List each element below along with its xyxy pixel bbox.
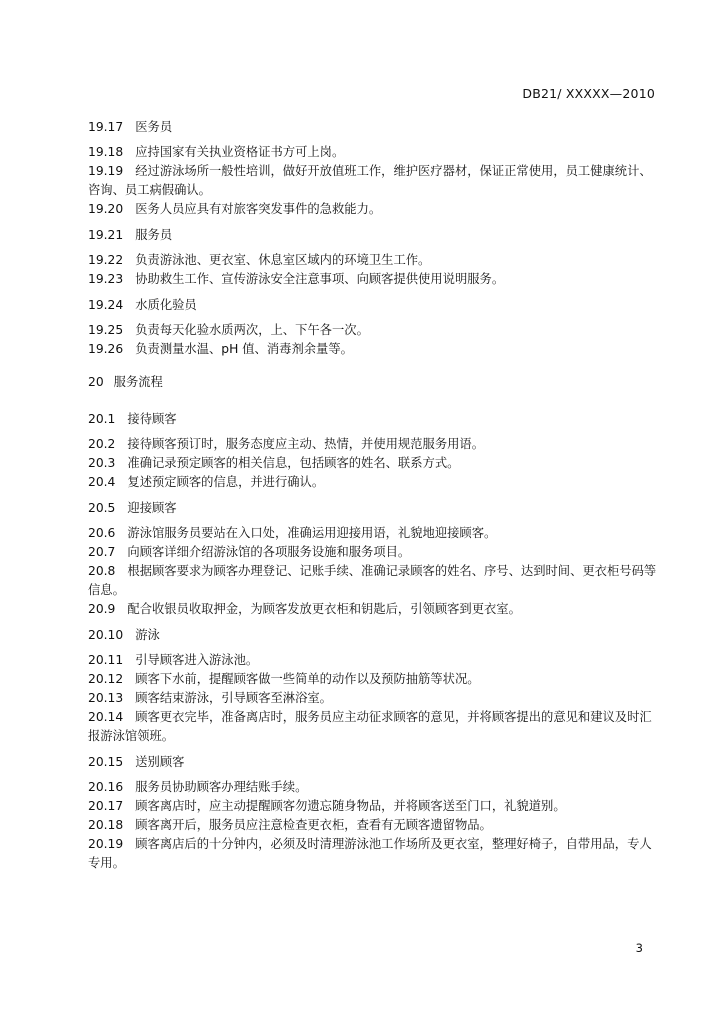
- clause-text: 游泳: [135, 628, 160, 642]
- clause-number: 20.19: [88, 837, 124, 851]
- clause-number: 20.9: [88, 602, 116, 616]
- clause-item: [88, 270, 658, 289]
- clause-item: [88, 162, 658, 200]
- clause-text: 游泳馆服务员要站在入口处，准确运用迎接用语，礼貌地迎接顾客。: [127, 526, 497, 540]
- clause-number: 19.20: [88, 202, 124, 216]
- clause-item: [88, 835, 658, 873]
- clause-text: 顾客离店后的十分钟内，必须及时清理游泳池工作场所及更衣室，整理好椅子，自带用品，专人专用。: [88, 837, 652, 870]
- clause-number: 20.1: [88, 412, 116, 426]
- clause-item: [88, 524, 658, 543]
- section-heading: [88, 626, 658, 645]
- clause-number: 20.17: [88, 799, 124, 813]
- section-heading: [88, 499, 658, 518]
- clause-item: [88, 143, 658, 162]
- clause-item: [88, 816, 658, 835]
- clause-number: 20.2: [88, 437, 116, 451]
- clause-item: [88, 600, 658, 619]
- clause-text: 送别顾客: [135, 755, 185, 769]
- clause-item: [88, 435, 658, 454]
- section-heading: [88, 118, 658, 137]
- clause-text: 服务员协助顾客办理结账手续。: [135, 780, 308, 794]
- clause-text: 准确记录预定顾客的相关信息，包括顾客的姓名、联系方式。: [127, 456, 460, 470]
- clause-text: 水质化验员: [135, 298, 197, 312]
- section-heading: [88, 296, 658, 315]
- clause-item: [88, 562, 658, 600]
- clause-number: 19.19: [88, 164, 124, 178]
- clause-text: 医务员: [135, 120, 173, 134]
- clause-number: 20.10: [88, 628, 124, 642]
- clause-number: 20.13: [88, 691, 124, 705]
- clause-item: [88, 670, 658, 689]
- clause-text: 复述预定顾客的信息，并进行确认。: [127, 475, 325, 489]
- clause-number: 20.11: [88, 653, 124, 667]
- clause-number: 20.3: [88, 456, 116, 470]
- clause-text: 负责游泳池、更衣室、休息室区域内的环境卫生工作。: [135, 253, 431, 267]
- clause-number: 19.17: [88, 120, 124, 134]
- clause-number: 20.15: [88, 755, 124, 769]
- clause-item: [88, 689, 658, 708]
- document-code: DB21/ XXXXX—2010: [522, 86, 655, 101]
- clause-text: 引导顾客进入游泳池。: [135, 653, 259, 667]
- clause-item: [88, 200, 658, 219]
- clause-number: 19.26: [88, 342, 124, 356]
- clause-text: 医务人员应具有对旅客突发事件的急救能力。: [135, 202, 382, 216]
- clause-number: 19.18: [88, 145, 124, 159]
- section-heading: [88, 226, 658, 245]
- clause-text: 向顾客详细介绍游泳馆的各项服务设施和服务项目。: [127, 545, 411, 559]
- clause-number: 19.23: [88, 272, 124, 286]
- clause-text: 协助救生工作、宣传游泳安全注意事项、向顾客提供使用说明服务。: [135, 272, 505, 286]
- clause-number: 19.24: [88, 298, 124, 312]
- clause-text: 配合收银员收取押金，为顾客发放更衣柜和钥匙后，引领顾客到更衣室。: [127, 602, 521, 616]
- clause-number: 20.16: [88, 780, 124, 794]
- clause-item: [88, 473, 658, 492]
- clause-text: 接待顾客: [127, 412, 177, 426]
- page-number: 3: [635, 941, 643, 955]
- clause-text: 根据顾客要求为顾客办理登记、记账手续、准确记录顾客的姓名、序号、达到时间、更衣柜号码等信息。: [88, 564, 657, 597]
- clause-text: 顾客更衣完毕，准备离店时，服务员应主动征求顾客的意见，并将顾客提出的意见和建议及时汇报游泳馆领班。: [88, 710, 652, 743]
- clause-number: 20.18: [88, 818, 124, 832]
- clause-text: 顾客下水前，提醒顾客做一些简单的动作以及预防抽筋等状况。: [135, 672, 480, 686]
- clause-item: [88, 454, 658, 473]
- clause-number: 20.5: [88, 501, 116, 515]
- section-heading: [88, 410, 658, 429]
- clause-text: 顾客离店时，应主动提醒顾客勿遗忘随身物品，并将顾客送至门口，礼貌道别。: [135, 799, 566, 813]
- clause-number: 20.6: [88, 526, 116, 540]
- clause-text: 接待顾客预订时，服务态度应主动、热情，并使用规范服务用语。: [127, 437, 485, 451]
- chapter-heading: [88, 373, 658, 392]
- clause-item: [88, 651, 658, 670]
- clause-text: 迎接顾客: [127, 501, 177, 515]
- clause-number: 19.21: [88, 228, 124, 242]
- clause-item: [88, 340, 658, 359]
- clause-item: [88, 778, 658, 797]
- clause-number: 20: [88, 375, 104, 389]
- clause-number: 19.25: [88, 323, 124, 337]
- clause-number: 20.4: [88, 475, 116, 489]
- clause-text: 负责每天化验水质两次，上、下午各一次。: [135, 323, 369, 337]
- clause-number: 20.12: [88, 672, 124, 686]
- clause-item: [88, 708, 658, 746]
- clause-item: [88, 251, 658, 270]
- clause-number: 19.22: [88, 253, 124, 267]
- clause-item: [88, 321, 658, 340]
- clause-text: 应持国家有关执业资格证书方可上岗。: [135, 145, 345, 159]
- clause-number: 20.7: [88, 545, 116, 559]
- clause-number: 20.14: [88, 710, 124, 724]
- clause-text: 经过游泳场所一般性培训，做好开放值班工作，维护医疗器材，保证正常使用，员工健康统计、咨询、员工病假确认。: [88, 164, 652, 197]
- clause-item: [88, 797, 658, 816]
- clause-number: 20.8: [88, 564, 116, 578]
- clause-text: 顾客离开后，服务员应注意检查更衣柜，查看有无顾客遗留物品。: [135, 818, 492, 832]
- clause-text: 负责测量水温、pH 值、消毒剂余量等。: [135, 342, 353, 356]
- clause-text: 服务员: [135, 228, 173, 242]
- clause-text: 服务流程: [113, 375, 163, 389]
- document-body: [88, 118, 658, 873]
- section-heading: [88, 753, 658, 772]
- clause-item: [88, 543, 658, 562]
- clause-text: 顾客结束游泳，引导顾客至淋浴室。: [135, 691, 332, 705]
